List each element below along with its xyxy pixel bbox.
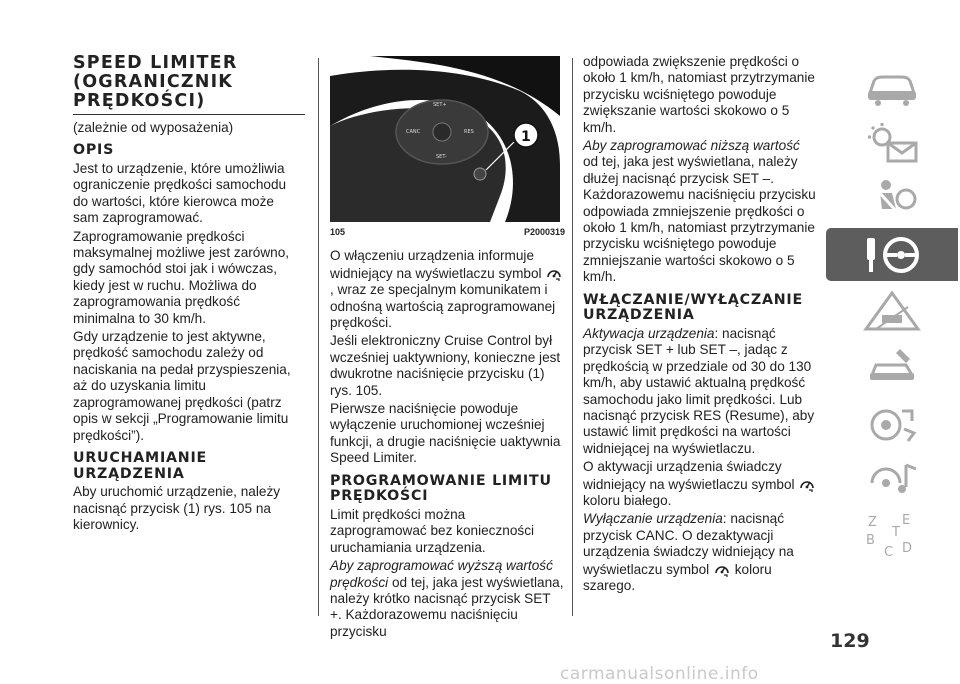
- paragraph: [583, 138, 817, 286]
- column-divider: [572, 58, 573, 616]
- column-1: [73, 54, 303, 535]
- column-3: [583, 54, 817, 596]
- figure-code: P2000319: [523, 227, 565, 237]
- text: koloru białego.: [583, 492, 672, 508]
- column-divider: [318, 58, 319, 616]
- svg-text:D: D: [902, 540, 913, 556]
- wrench-car-icon: [862, 345, 922, 389]
- speed-limiter-icon: [714, 561, 730, 577]
- key-steering-wheel-icon: [857, 232, 927, 278]
- text: od tej, jaka jest wyświetlana, należy krótko nacisnąć przycisk SET +. Każdorazowemu naciśnięciu przycisku: [330, 574, 564, 639]
- heading-programowanie: PROGRAMOWANIE LIMITU PRĘDKOŚCI: [330, 472, 552, 505]
- svg-text:B: B: [866, 532, 875, 548]
- text: , wraz ze specjalnym komunikatem i odnośną wartością zaprogramowanej prędkości.: [330, 282, 556, 331]
- paragraph: Gdy urządzenie to jest aktywne, prędkość samochodu zależy od naciskania na pedał przyspieszenia, aż do uzyskania limitu zaprogramowanej prędkości (patrz opis w sekcji „Programowanie limitu prędkości”).: [73, 329, 291, 443]
- paragraph: [583, 511, 817, 594]
- emphasis: Aktywacja urządzenia: [583, 325, 715, 341]
- heading-uruchamianie: URUCHAMIANIE URZĄDZENIA: [73, 449, 208, 482]
- text: : nacisnąć przycisk CANC. O dezaktywacji urządzenia świadczy widniejący na wyświetlaczu symbol: [583, 511, 794, 577]
- paragraph: [583, 459, 817, 509]
- text: O aktywacji urządzenia świadczy widniejący na wyświetlaczu symbol: [583, 459, 795, 492]
- tab-technical-data[interactable]: [826, 396, 958, 449]
- column-2: [330, 56, 565, 642]
- svg-text:E: E: [902, 512, 911, 528]
- svg-text:C: C: [884, 544, 894, 560]
- text: : nacisnąć przycisk SET + lub SET –, jadąc z prędkością w przedziale od 30 do 130 km/h, aby ustawić aktualną prędkość samochodu jako limit prędkości. Lub nacisnąć przycisk RES (Resume), aby ustawić limit prędkości na wartości widniejącej na wyświetlaczu.: [583, 325, 815, 456]
- btn-set-minus-label: SET-: [436, 154, 447, 160]
- paragraph: Pierwsze naciśnięcie powoduje wyłączenie uruchomionej wcześniej funkcji, a drugie naciśnięcie uaktywnia Speed Limiter.: [330, 401, 561, 466]
- chapter-tabs: [826, 60, 958, 564]
- page-number: 129: [830, 630, 870, 652]
- subtitle: (zależnie od wyposażenia): [73, 120, 234, 135]
- warning-light-icon: [862, 121, 922, 165]
- watermark[interactable]: carmanualsonline.info: [560, 664, 759, 684]
- tab-lights-messages[interactable]: [826, 116, 958, 169]
- paragraph: Jest to urządzenie, które umożliwia ograniczenie prędkości samochodu do wartości, które kierowca może sam zaprogramować.: [73, 161, 287, 226]
- speed-limiter-icon: [546, 265, 562, 281]
- tab-starting-driving[interactable]: [826, 228, 958, 281]
- tab-multimedia[interactable]: [826, 452, 958, 505]
- steering-wheel-figure: [330, 56, 560, 222]
- paragraph: Limit prędkości można zaprogramować bez konieczności uruchamiania urządzenia.: [330, 506, 535, 555]
- figure-caption: [330, 224, 565, 240]
- text: koloru szarego.: [583, 561, 772, 593]
- figure-number: 105: [330, 227, 346, 237]
- paragraph: [330, 248, 565, 331]
- callout-number: 1: [521, 129, 531, 145]
- warning-triangle-icon: [862, 289, 922, 333]
- speed-limiter-icon: [799, 476, 815, 492]
- text: O włączeniu urządzenia informuje widniejący na wyświetlaczu symbol: [330, 248, 542, 281]
- paragraph: Zaprogramowanie prędkości maksymalnej możliwe jest zarówno, gdy samochód stoi jak i wówczas, kiedy jest w ruchu. Możliwa do zaprogramowania prędkość minimalna to 30 km/h.: [73, 228, 290, 326]
- svg-text:T: T: [892, 524, 900, 540]
- section-title: SPEED LIMITER (OGRANICZNIK PRĘDKOŚCI): [73, 54, 305, 115]
- paragraph: [330, 558, 565, 640]
- airbag-seatbelt-icon: [862, 177, 922, 221]
- emphasis: Wyłączanie urządzenia: [583, 511, 723, 527]
- paragraph: [583, 326, 817, 457]
- tab-emergency[interactable]: [826, 284, 958, 337]
- paragraph: Aby uruchomić urządzenie, należy nacisnąć przycisk (1) rys. 105 na kierownicy.: [73, 484, 281, 532]
- text: od tej, jaka jest wyświetlana, należy dłużej nacisnąć przycisk SET –. Każdorazowemu naciśnięciu przycisku odpowiada zmniejszenie prędkości o około 1 km/h, natomiast przytrzymanie przycisku wciśniętego powoduje zmniejszanie wartości skokowo o 5 km/h.: [583, 154, 816, 285]
- emphasis: Aby zaprogramować wyższą wartość prędkości: [330, 558, 553, 590]
- heading-wlaczanie: WŁĄCZANIE/WYŁĄCZANIE URZĄDZENIA: [583, 291, 803, 324]
- tab-index[interactable]: [826, 508, 958, 561]
- tab-car-dashboard[interactable]: [826, 60, 958, 113]
- svg-text:Z: Z: [868, 514, 877, 530]
- steering-wheel-illustration: [330, 56, 560, 222]
- technical-data-icon: [862, 401, 922, 445]
- paragraph: Jeśli elektroniczny Cruise Control był wcześniej uaktywniony, konieczne jest dwukrotne naciśnięcie przycisku (1) rys. 105.: [330, 333, 561, 398]
- btn-canc-label: CANC: [406, 129, 421, 135]
- speed-limiter-button: [474, 168, 486, 180]
- btn-res-label: RES: [464, 129, 474, 135]
- car-icon: [862, 67, 922, 107]
- btn-set-plus-label: SET+: [433, 102, 447, 108]
- paragraph: odpowiada zwiększenie prędkości o około 1 km/h, natomiast przytrzymanie przycisku wciśniętego powoduje zwiększanie wartości skokowo o 5 km/h.: [583, 54, 815, 135]
- heading-opis: OPIS: [73, 142, 115, 159]
- tab-maintenance[interactable]: [826, 340, 958, 393]
- multimedia-icon: [862, 457, 922, 501]
- tab-safety[interactable]: [826, 172, 958, 225]
- alphabetical-index-icon: [862, 510, 922, 560]
- emphasis: Aby zaprogramować niższą wartość: [583, 138, 800, 154]
